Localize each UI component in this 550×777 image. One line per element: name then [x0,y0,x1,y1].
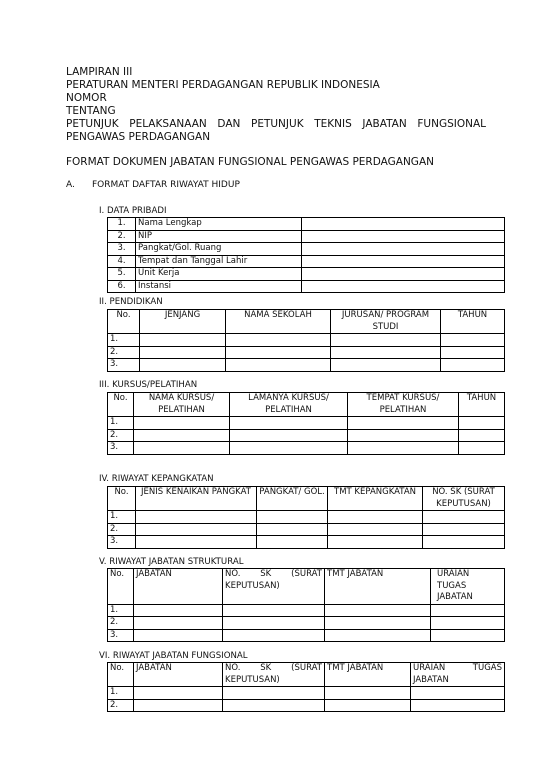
empty-cell [140,359,226,372]
row-label: Unit Kerja [136,268,302,281]
empty-cell [328,511,423,524]
table-header-row [108,487,505,511]
table-row [108,243,505,256]
table-row [108,218,505,231]
table-row [108,536,505,549]
col-header: TAHUN [441,310,505,334]
kepangkatan-title: IV. RIWAYAT KEPANGKATAN [99,474,214,484]
empty-cell [223,687,325,700]
empty-cell [226,334,331,347]
table-header-row [108,310,505,334]
table-row [108,268,505,281]
table-row [108,629,505,642]
judul-label: PETUNJUK PELAKSANAAN DAN PETUNJUK TEKNIS JABATAN FUNGSIONAL PENGAWAS PERDAGANGAN [66,118,486,143]
empty-cell [223,604,325,617]
fungsional-table [107,662,505,712]
row-label: Pangkat/Gol. Ruang [136,243,302,256]
empty-cell [331,334,441,347]
empty-cell [431,617,505,630]
fungsional-title: VI. RIWAYAT JABATAN FUNGSIONAL [99,651,248,661]
table-row [108,255,505,268]
empty-cell [348,429,459,442]
table-row [108,687,505,700]
empty-cell [134,429,230,442]
col-header: URAIAN TUGAS JABATAN [411,663,505,687]
kursus-title: III. KURSUS/PELATIHAN [99,380,198,390]
col-header: TMT KEPANGKATAN [328,487,423,511]
empty-cell [134,442,230,455]
row-number: 2. [108,617,134,630]
empty-cell [459,442,505,455]
row-number: 1. [108,511,136,524]
col-header: TEMPAT KURSUS/ PELATIHAN [348,393,459,417]
row-number: 3. [108,243,136,256]
empty-cell [226,359,331,372]
col-header [223,569,325,605]
row-number: 2. [108,346,140,359]
col-header: No. [108,569,134,605]
empty-cell [423,511,505,524]
empty-cell [431,629,505,642]
col-header: NAMA KURSUS/ PELATIHAN [134,393,230,417]
empty-cell [230,442,348,455]
format-title: FORMAT DOKUMEN JABATAN FUNGSIONAL PENGAWAS PERDAGANGAN [66,156,434,168]
table-row [108,334,505,347]
row-label: Nama Lengkap [136,218,302,231]
row-number: 1. [108,218,136,231]
empty-cell [134,629,223,642]
col-header: TAHUN [459,393,505,417]
row-value [302,255,505,268]
row-label: Instansi [136,280,302,293]
row-number: 3. [108,359,140,372]
row-value [302,230,505,243]
col-header: No. [108,310,140,334]
col-header: No. [108,487,136,511]
empty-cell [136,511,257,524]
sk-header-line1: NO. SK (SURAT [225,569,322,579]
table-header-row [108,569,505,605]
section-a-title: FORMAT DAFTAR RIWAYAT HIDUP [92,180,240,190]
letter-header [66,66,486,144]
empty-cell [459,429,505,442]
row-number: 2. [108,699,134,712]
empty-cell [257,511,328,524]
kursus-table [107,392,505,455]
col-header: JABATAN [134,569,223,605]
empty-cell [136,536,257,549]
row-label: Tempat dan Tanggal Lahir [136,255,302,268]
empty-cell [441,334,505,347]
table-header-row [108,663,505,687]
empty-cell [325,629,431,642]
table-row [108,429,505,442]
empty-cell [431,604,505,617]
tentang-label: TENTANG [66,105,116,117]
data-pribadi-title: I. DATA PRIBADI [99,206,167,216]
table-row [108,523,505,536]
table-row [108,417,505,430]
empty-cell [230,429,348,442]
col-header: JENIS KENAIKAN PANGKAT [136,487,257,511]
col-header: JABATAN [134,663,223,687]
col-header: URAIAN TUGAS JABATAN [431,569,505,605]
empty-cell [134,699,223,712]
row-number: 2. [108,429,134,442]
col-header: NO. SK (SURAT KEPUTUSAN) [423,487,505,511]
col-header: No. [108,393,134,417]
row-number: 1. [108,604,134,617]
empty-cell [423,523,505,536]
empty-cell [223,617,325,630]
col-header: TMT JABATAN [325,663,411,687]
struktural-title: V. RIWAYAT JABATAN STRUKTURAL [99,557,244,567]
pendidikan-table [107,309,505,372]
nomor-label: NOMOR [66,92,107,104]
row-value [302,280,505,293]
empty-cell [257,523,328,536]
empty-cell [134,604,223,617]
kepangkatan-table [107,486,505,549]
row-number: 1. [108,417,134,430]
row-number: 6. [108,280,136,293]
empty-cell [140,334,226,347]
row-value [302,218,505,231]
col-header: NO. SK (SURAT KEPUTUSAN) [223,663,325,687]
row-number: 2. [108,523,136,536]
empty-cell [230,417,348,430]
table-row [108,699,505,712]
empty-cell [411,687,505,700]
row-number: 3. [108,629,134,642]
empty-cell [441,359,505,372]
row-number: 2. [108,230,136,243]
row-number: 4. [108,255,136,268]
table-row [108,617,505,630]
pendidikan-title: II. PENDIDIKAN [99,297,163,307]
row-number: 1. [108,334,140,347]
empty-cell [328,536,423,549]
empty-cell [134,417,230,430]
empty-cell [140,346,226,359]
empty-cell [257,536,328,549]
empty-cell [223,629,325,642]
col-header: No. [108,663,134,687]
row-value [302,243,505,256]
table-header-row [108,393,505,417]
empty-cell [325,604,431,617]
struktural-table [107,568,505,642]
empty-cell [423,536,505,549]
row-number: 5. [108,268,136,281]
empty-cell [134,617,223,630]
col-header: JENJANG [140,310,226,334]
table-row [108,230,505,243]
row-number: 3. [108,536,136,549]
empty-cell [325,617,431,630]
col-header: JURUSAN/ PROGRAM STUDI [331,310,441,334]
lampiran-label: LAMPIRAN III [66,66,133,78]
empty-cell [325,699,411,712]
empty-cell [331,359,441,372]
row-label: NIP [136,230,302,243]
empty-cell [348,417,459,430]
table-row [108,346,505,359]
peraturan-label: PERATURAN MENTERI PERDAGANGAN REPUBLIK INDONESIA [66,79,380,91]
row-number: 1. [108,687,134,700]
empty-cell [459,417,505,430]
empty-cell [134,687,223,700]
empty-cell [136,523,257,536]
empty-cell [223,699,325,712]
table-row [108,604,505,617]
table-row [108,442,505,455]
empty-cell [328,523,423,536]
row-value [302,268,505,281]
empty-cell [325,687,411,700]
table-row [108,359,505,372]
col-header: PANGKAT/ GOL. [257,487,328,511]
empty-cell [411,699,505,712]
empty-cell [348,442,459,455]
col-header: NAMA SEKOLAH [226,310,331,334]
empty-cell [331,346,441,359]
section-a-letter: A. [66,180,75,190]
row-number: 3. [108,442,134,455]
empty-cell [226,346,331,359]
col-header: LAMANYA KURSUS/ PELATIHAN [230,393,348,417]
table-row [108,511,505,524]
sk-header-line2: KEPUTUSAN) [225,580,280,591]
empty-cell [441,346,505,359]
col-header: TMT JABATAN [325,569,431,605]
table-row [108,280,505,293]
data-pribadi-table [107,217,505,293]
